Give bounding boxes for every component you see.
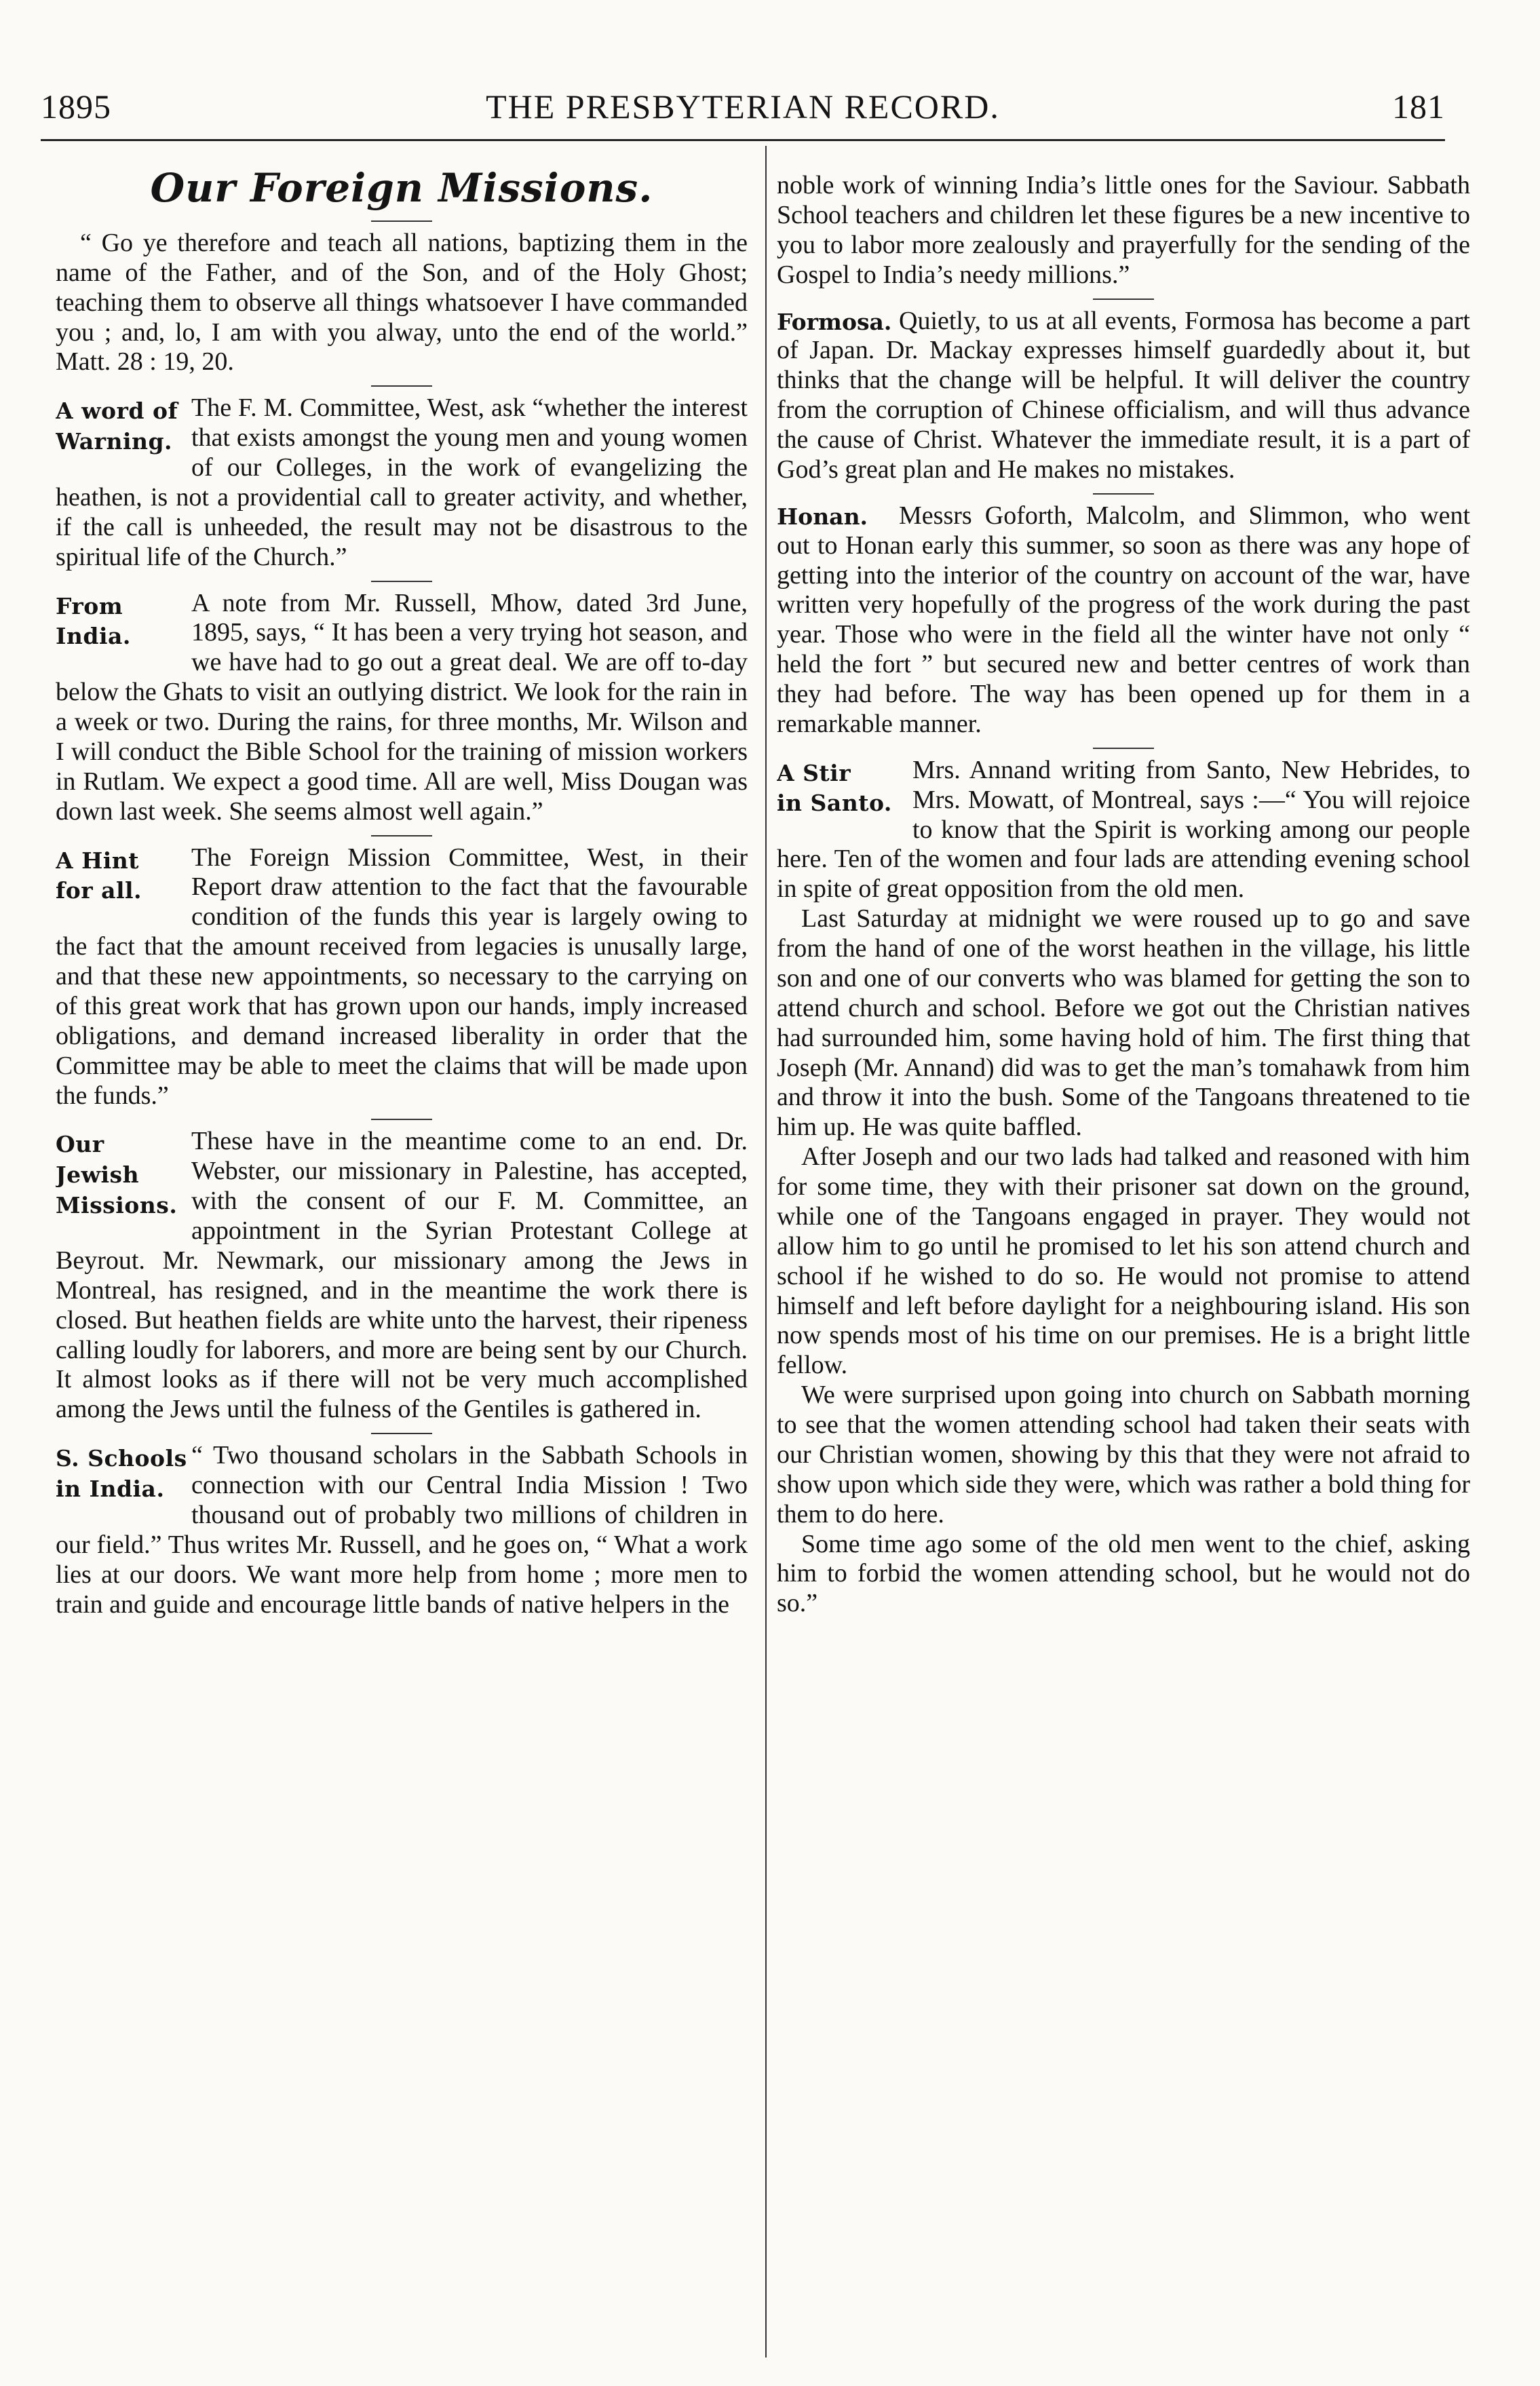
section-rule [371, 1433, 432, 1434]
section-rule [1093, 299, 1154, 300]
side-heading-line1: From [56, 592, 123, 619]
paragraph: Last Saturday at midnight we were roused up to go and save from the hand of one of the worst heathen in the village, his little son and one of our converts who was blamed for getting the son to attend church and school. Before we got out the Christian natives had surrounded him, some having hold of him. The first thing that Joseph (Mr. Annand) did was to get the man’s tomahawk from him and throw it into the bush. Some of the Tangoans threatened to tie him up. He was quite baffled. [777, 904, 1470, 1142]
entry-honan [777, 501, 1470, 739]
side-heading-line2: in India. [56, 1475, 165, 1502]
entry-text: These have in the meantime come to an end. Dr. Webster, our missionary in Palestine, has accepted, with the consent of our F. M. Committee, an appointment in the Syrian Protestant College at Beyrout. Mr. Newmark, our missionary among the Jews in Montreal, has resigned, and in the meantime the work there is closed. But heathen fields are white unto the harvest, their ripeness calling loudly for laborers, and more are being sent by our Church. It almost looks as if there will not be very much accomplished among the Jews until the fulness of the Gentiles is gathered in. [56, 1127, 748, 1424]
paragraph: We were surprised upon going into church on Sabbath morning to see that the women attending school had taken their seats with our Christian women, showing by this that they were not afraid to show upon which side they were, which was rather a bold thing for them to do here. [777, 1381, 1470, 1528]
entry-word-of-warning [56, 393, 748, 572]
right-column [777, 171, 1470, 1619]
entry-text: The F. M. Committee, West, ask “whether the interest that exists amongst the young men and young women of our Colleges, in the work of evangelizing the heathen, is not a providential call to greater activity, and whether, if the call is unheeded, the result may not be disastrous to the spiritual life of the Church.” [56, 393, 748, 571]
column-divider [765, 146, 767, 2358]
header-page-number: 181 [1392, 88, 1445, 126]
side-heading-line2: Warning. [56, 427, 173, 455]
entry-text: The Foreign Mission Committee, West, in their Report draw attention to the fact that the favourable condition of the funds this year is largely owing to the fact that the amount received from legacies is unusally large, and that these new appointments, so necessary to the carrying on of this great work that has grown upon our hands, imply increased obligations, and demand increased liberality in order that the Committee may be able to meet the claims that will be made upon the funds.” [56, 843, 748, 1110]
entry-text: “ Two thousand scholars in the Sabbath Schools in connection with our Central India Mission ! Two thousand out of probably two millions of children in our field.” Thus writes Mr. Russell, and he goes on, “ What a work lies at our doors. We want more help from home ; more men to train and guide and encourage little bands of native helpers in the [56, 1441, 748, 1619]
side-heading-line1: A Hint [56, 847, 140, 874]
header-title: THE PRESBYTERIAN RECORD. [486, 88, 1000, 126]
entry-stir-in-santo [777, 756, 1470, 904]
side-heading [777, 756, 912, 819]
section-rule [371, 581, 432, 582]
entry-jewish-missions [56, 1127, 748, 1425]
entry-formosa [777, 307, 1470, 485]
paragraph: After Joseph and our two lads had talked and reasoned with him for some time, they with their prisoner sat down on the ground, while one of the Tangoans engaged in prayer. They would not allow him to go until he promised to let his son attend church and school if he wished to do so. He would not promise to attend himself and left before daylight for a neighbouring island. His son now spends most of his time on our premises. He is a bright little fellow. [777, 1142, 1470, 1380]
side-heading-line1: A word of [56, 398, 178, 425]
section-rule [1093, 748, 1154, 749]
title-rule [371, 220, 432, 222]
continuation-text: noble work of winning India’s little ones for the Saviour. Sabbath School teachers and children let these figures be a new incentive to you to labor more zealously and prayerfully for the sending of the Gospel to India’s needy millions.” [777, 171, 1470, 289]
paragraph: Some time ago some of the old men went to the chief, asking him to forbid the women attending school, but he would not do so.” [777, 1529, 1470, 1618]
entry-from-india [56, 589, 748, 827]
side-heading [56, 589, 191, 652]
section-title: Our Foreign Missions. [150, 165, 653, 211]
side-heading-line2: India. [56, 623, 131, 650]
side-heading-line1: S. Schools [56, 1445, 187, 1472]
side-heading [56, 1441, 191, 1504]
section-rule [371, 835, 432, 836]
left-column [56, 163, 748, 1619]
side-heading: Honan. [777, 503, 868, 530]
side-heading [56, 843, 191, 906]
side-heading-line2: in Santo. [777, 790, 892, 817]
epigraph-cite: Matt. 28 : 19, 20. [56, 347, 234, 377]
section-rule [371, 1119, 432, 1120]
side-heading-line1: Our Jewish [56, 1131, 140, 1189]
entry-s-schools [56, 1441, 748, 1619]
section-rule [371, 385, 432, 387]
header-rule [41, 139, 1445, 141]
side-heading [56, 393, 191, 457]
entry-text: Messrs Goforth, Malcolm, and Slimmon, who went out to Honan early this summer, so soon as there was any hope of getting into the interior of the country on account of the war, have written very hopefully of the progress of the work during the past year. Those who were in the field all the winter have not only “ held the fort ” but secured new and better centres of work than they had before. The way has been opened up for them in a remarkable manner. [777, 501, 1470, 738]
epigraph [56, 229, 748, 377]
side-heading-line1: A Stir [777, 759, 851, 786]
page-header [41, 87, 1445, 141]
side-heading-line2: for all. [56, 877, 142, 904]
epigraph-text: “ Go ye therefore and teach all nations, baptizing them in the name of the Father, and of the Son, and of the Holy Ghost; teaching them to observe all things whatsoever I have commanded you ; and, lo, I am with you alway, unto the end of the world.” [56, 228, 748, 347]
side-heading-line2: Missions. [56, 1191, 178, 1218]
section-rule [1093, 493, 1154, 495]
entry-text: A note from Mr. Russell, Mhow, dated 3rd June, 1895, says, “ It has been a very trying hot season, and we have had to go out a great deal. We are off to-day below the Ghats to visit an outlying district. We look for the rain in a week or two. During the rains, for three months, Mr. Wilson and I will conduct the Bible School for the training of mission workers in Rutlam. We expect a good time. All are well, Miss Dougan was down last week. She seems almost well again.” [56, 588, 748, 826]
header-year: 1895 [41, 88, 111, 126]
entry-text: Quietly, to us at all events, Formosa has become a part of Japan. Dr. Mackay expresses himself guardedly about it, but thinks that the change will be helpful. It will deliver the country from the corruption of Chinese officialism, and will thus advance the cause of Christ. Whatever the immediate result, it is a part of God’s great plan and He makes no mistakes. [777, 306, 1470, 484]
entry-hint-for-all [56, 843, 748, 1111]
side-heading: Formosa. [777, 308, 892, 335]
side-heading [56, 1127, 191, 1220]
entry-text: Mrs. Annand writing from Santo, New Hebrides, to Mrs. Mowatt, of Montreal, says :—“ You will rejoice to know that the Spirit is working among our people here. Ten of the women and four lads are attending evening school in spite of great opposition from the old men. [777, 755, 1470, 904]
